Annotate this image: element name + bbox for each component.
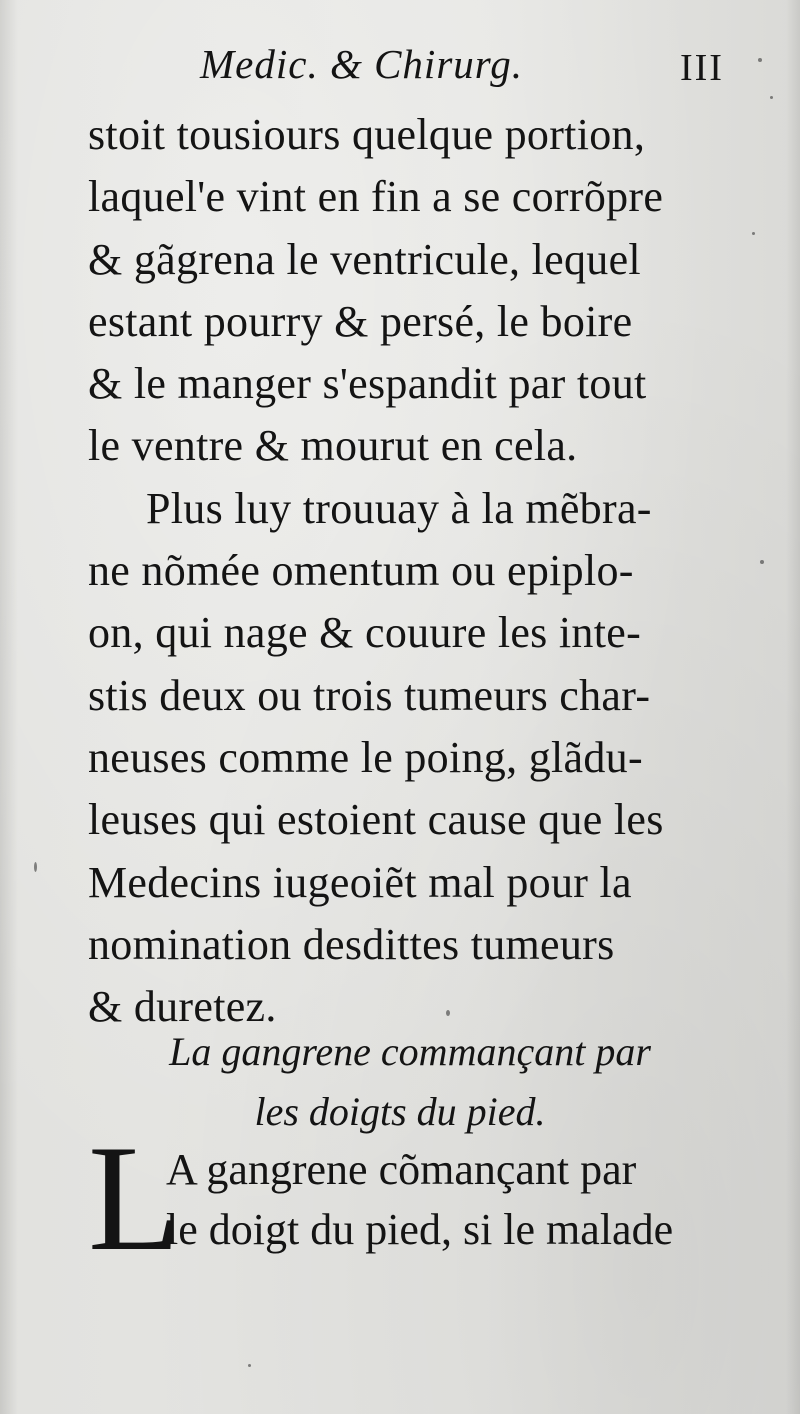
text-line: le doigt du pied, si le malade	[166, 1205, 674, 1254]
page-header	[0, 40, 800, 104]
text-line: Plus luy trouuay à la mẽbra-	[146, 483, 652, 533]
body-text	[88, 104, 748, 1038]
text-line: stis deux ou trois tumeurs char-	[88, 670, 651, 720]
section-heading-line: La gangrene commançant par	[169, 1029, 651, 1074]
text-line: leuses qui estoient cause que les	[88, 795, 664, 845]
text-line: neuses comme le poing, glãdu-	[88, 732, 643, 782]
text-line: A gangrene cõmançant par	[166, 1145, 637, 1194]
text-line: nomination desdittes tumeurs	[88, 919, 615, 969]
text-line: laquel'e vint en fin a se corrõpre	[88, 172, 664, 222]
text-line: ne nõmée omentum ou epiplo-	[88, 546, 634, 596]
page-edge-shadow	[786, 0, 800, 1414]
drop-cap: L	[88, 1114, 181, 1282]
text-line: & gãgrena le ventricule, lequel	[88, 234, 641, 284]
text-line: Medecins iugeoiẽt mal pour la	[88, 857, 632, 907]
ink-speck	[34, 862, 37, 872]
text-line: & duretez.	[88, 982, 277, 1032]
running-title: Medic. & Chirurg.	[200, 41, 523, 87]
page-number: III	[680, 47, 724, 89]
text-line: estant pourry & persé, le boire	[88, 296, 633, 346]
text-line: le ventre & mourut en cela.	[88, 421, 578, 471]
ink-speck	[752, 232, 755, 235]
section-heading-line: les doigts du pied.	[254, 1089, 546, 1134]
text-line: stoit tousiours quelque portion,	[88, 110, 646, 159]
ink-speck	[248, 1364, 251, 1367]
text-line: on, qui nage & couure les inte-	[88, 608, 642, 658]
text-line: & le manger s'espandit par tout	[88, 359, 647, 409]
ink-speck	[760, 560, 764, 564]
paragraph	[88, 1114, 748, 1282]
